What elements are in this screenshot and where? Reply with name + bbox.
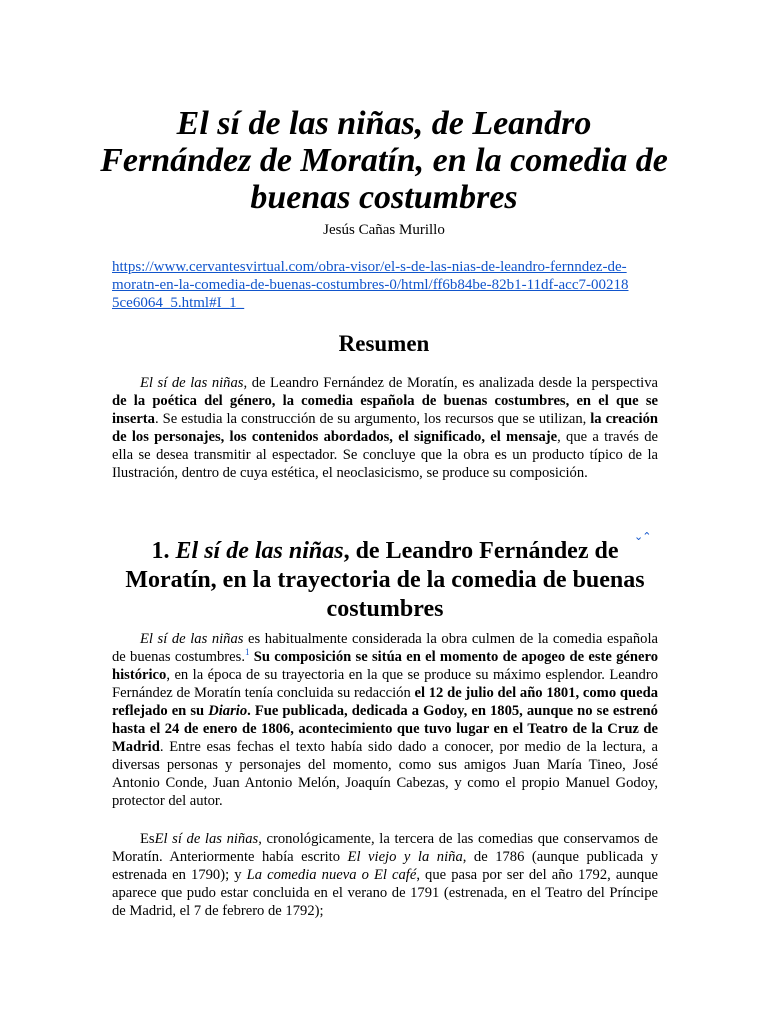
paragraph-emphasis: Su composición se sitúa en el momento de apogeo de este género histórico bbox=[112, 649, 658, 683]
section-heading bbox=[112, 537, 658, 624]
diary-title: Diario bbox=[208, 703, 248, 719]
paragraph-text: , de 1786 (aunque publicada y estrenada en 1790); y bbox=[112, 849, 658, 883]
abstract-paragraph bbox=[112, 374, 658, 482]
source-link[interactable]: https://www.cervantesvirtual.com/obra-visor/el-s-de-las-nias-de-leandro-fernndez-de-moratn-en-la-comedia-de-buenas-costumbres-0/html/ff6b84be-82b1-11df-acc7-002185ce6064_5.html#I_1_ bbox=[112, 259, 629, 311]
section-work-title: El sí de las niñas bbox=[175, 538, 344, 564]
paragraph-text: , cronológicamente, la tercera de las comedias que conservamos de Moratín. Anteriormente había escrito bbox=[112, 831, 658, 865]
abstract-emphasis: la creación de los personajes, los contenidos abordados, el significado, el mensaje bbox=[112, 411, 658, 445]
abstract-emphasis: de la poética del género, la comedia española de buenas costumbres, en el que se inserta bbox=[112, 393, 658, 427]
section-number: 1. bbox=[151, 538, 176, 564]
document-title: El sí de las niñas, de Leandro Fernández de Moratín, en la comedia de buenas costumbres bbox=[100, 105, 668, 216]
work-title: La comedia nueva o El café bbox=[246, 867, 417, 883]
author-name: Jesús Cañas Murillo bbox=[323, 222, 445, 238]
abstract-text: , de Leandro Fernández de Moratín, es analizada desde la perspectiva bbox=[243, 375, 658, 391]
paragraph-text: , que pasa por ser del año 1792, aunque aparece que pudo estar concluida en el verano de 1791 (estrenada, en el Teatro del Príncipe de Madrid, el 7 de febrero de 1792); bbox=[112, 867, 659, 919]
abstract-heading: Resumen bbox=[338, 331, 430, 356]
body-paragraph bbox=[112, 830, 658, 920]
body-paragraph bbox=[112, 630, 658, 810]
paragraph-text: , en la época de su trayectoria en la que se produce su máximo esplendor. Leandro Fernández de Moratín tenía concluida su redacción bbox=[112, 667, 658, 701]
footnote-link[interactable]: 1 bbox=[244, 647, 250, 658]
chevron-nav-icon[interactable]: ⌄⌃ bbox=[634, 531, 651, 543]
paragraph-text: es habitualmente considerada la obra culmen de la comedia española de buenas costumbres. bbox=[112, 631, 658, 665]
paragraph-emphasis-text: . Fue publicada, dedicada a Godoy, en 1805, aunque no se estrenó hasta el 24 de enero de 1806, acontecimiento que tuvo lugar en el Teatro de la Cruz de Madrid bbox=[112, 703, 658, 755]
abstract-work-title: El sí de las niñas bbox=[140, 375, 244, 391]
paragraph-emphasis-text: el 12 de julio del año 1801, como queda reflejado en su bbox=[112, 685, 658, 719]
work-title: El sí de las niñas bbox=[140, 631, 244, 647]
paragraph-text: . Entre esas fechas el texto había sido dado a conocer, por medio de la lectura, a diversas personas y personajes del momento, como sus amigos Juan María Tineo, José Antonio Conde, Juan Antonio Melón, Joaquín Cabezas, y como el propio Manuel Godoy, protector del autor. bbox=[112, 739, 658, 809]
section-title-text: , de Leandro Fernández de Moratín, en la trayectoria de la comedia de buenas costumbres bbox=[125, 538, 645, 622]
abstract-text: . Se estudia la construcción de su argumento, los recursos que se utilizan, bbox=[154, 411, 591, 427]
abstract-text: , que a través de ella se desea transmitir al espectador. Se concluye que la obra es un producto típico de la Ilustración, dentro de cuya estética, el neoclasicismo, se produce su composición. bbox=[112, 429, 658, 481]
work-title: El sí de las niñas bbox=[154, 831, 259, 847]
work-title: El viejo y la niña bbox=[347, 849, 463, 865]
paragraph-text: Es bbox=[140, 831, 155, 847]
